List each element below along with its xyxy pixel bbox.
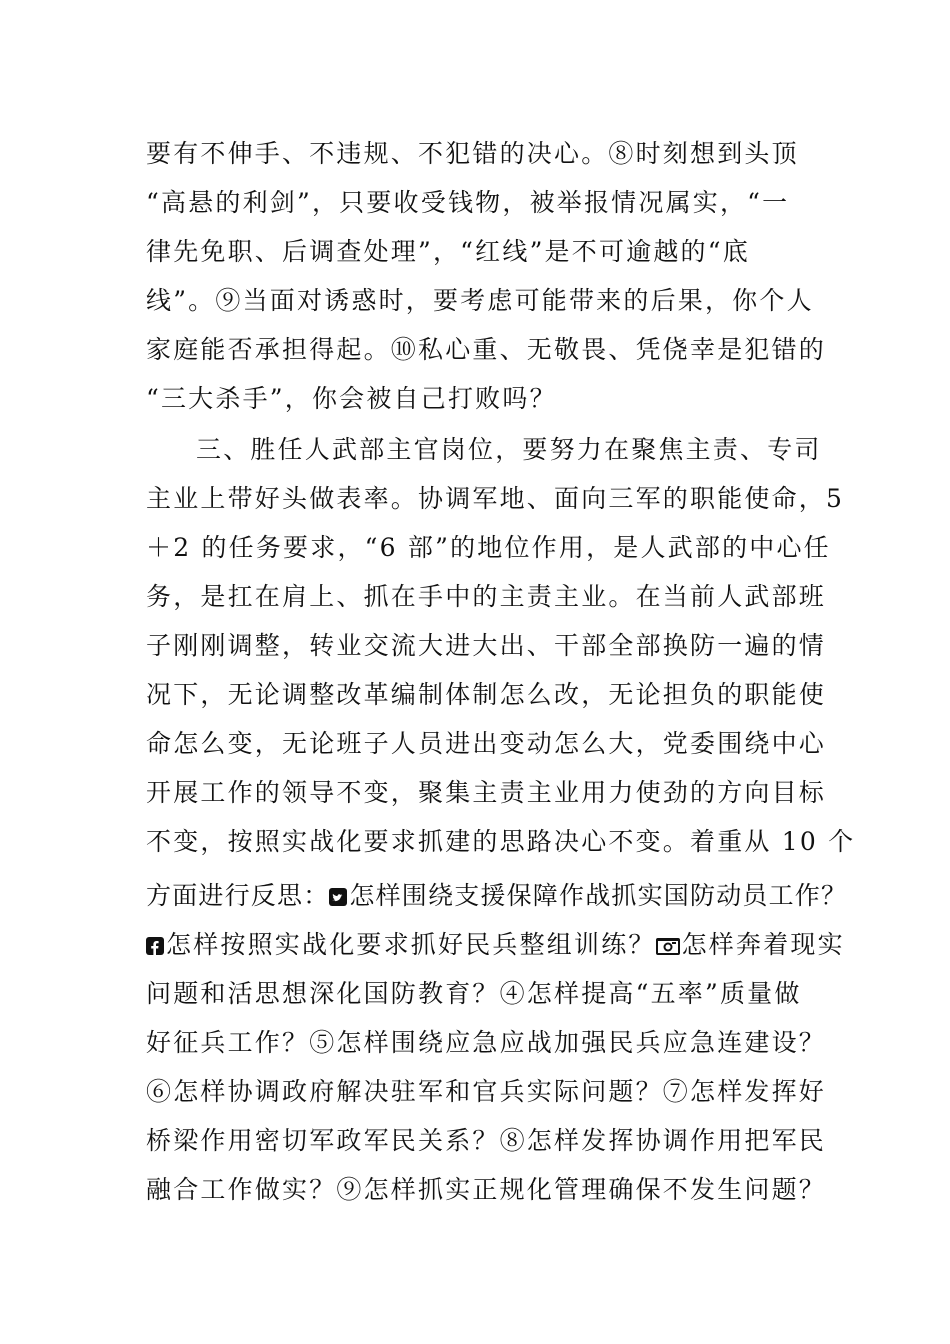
camera-icon [656, 922, 680, 940]
paragraph-line: 开展工作的领导不变，聚集主责主业用力使劲的方向目标 [146, 778, 827, 807]
paragraph-line: “三大杀手”，你会被自己打败吗？ [146, 384, 557, 413]
paragraph-line-with-icons [146, 920, 845, 970]
line-text: 怎样奔着现实 [681, 930, 845, 959]
paragraph-line: 好征兵工作？⑤怎样围绕应急应战加强民兵应急连建设？ [146, 1028, 827, 1057]
paragraph-line: 况下，无论调整改革编制体制怎么改，无论担负的职能使 [146, 680, 827, 709]
paragraph-line: 家庭能否承担得起。⑩私心重、无敬畏、凭侥幸是犯错的 [146, 335, 827, 364]
paragraph-line: 务，是扛在肩上、抓在手中的主责主业。在当前人武部班 [146, 582, 827, 611]
paragraph-line: 子刚刚调整，转业交流大进大出、干部全部换防一遍的情 [146, 631, 827, 660]
paragraph-line: 桥梁作用密切军政军民关系？⑧怎样发挥协调作用把军民 [146, 1126, 827, 1155]
section-three-heading-line: 三、胜任人武部主官岗位，要努力在聚焦主责、专司 [196, 435, 822, 464]
facebook-icon [146, 922, 164, 940]
line-prefix: 方面进行反思： [146, 881, 330, 910]
paragraph-line: 要有不伸手、不违规、不犯错的决心。⑧时刻想到头顶 [146, 139, 799, 168]
paragraph-line: 问题和活思想深化国防教育？④怎样提高“五率”质量做 [146, 979, 802, 1008]
paragraph-line: “高悬的利剑”，只要收受钱物，被举报情况属实，“一 [146, 188, 790, 217]
line-text: 怎样围绕支援保障作战抓实国防动员工作？ [349, 881, 848, 910]
paragraph-line: 命怎么变，无论班子人员进出变动怎么大，党委围绕中心 [146, 729, 827, 758]
paragraph-line: 律先免职、后调查处理”，“红线”是不可逾越的“底 [146, 237, 750, 266]
paragraph-line: 线”。⑨当面对诱惑时，要考虑可能带来的后果，你个人 [146, 286, 814, 315]
paragraph-line: 不变，按照实战化要求抓建的思路决心不变。着重从 10 个 [146, 827, 856, 856]
paragraph-line: 融合工作做实？⑨怎样抓实正规化管理确保不发生问题？ [146, 1175, 827, 1204]
paragraph-line: ⑥怎样协调政府解决驻军和官兵实际问题？⑦怎样发挥好 [146, 1077, 827, 1106]
paragraph-line-with-icon [146, 871, 848, 921]
paragraph-line: 主业上带好头做表率。协调军地、面向三军的职能使命，5 [146, 484, 845, 513]
twitter-icon [329, 873, 347, 891]
paragraph-line: ＋2 的任务要求，“6 部”的地位作用，是人武部的中心任 [146, 533, 831, 562]
line-text: 怎样按照实战化要求抓好民兵整组训练？ [166, 930, 656, 959]
